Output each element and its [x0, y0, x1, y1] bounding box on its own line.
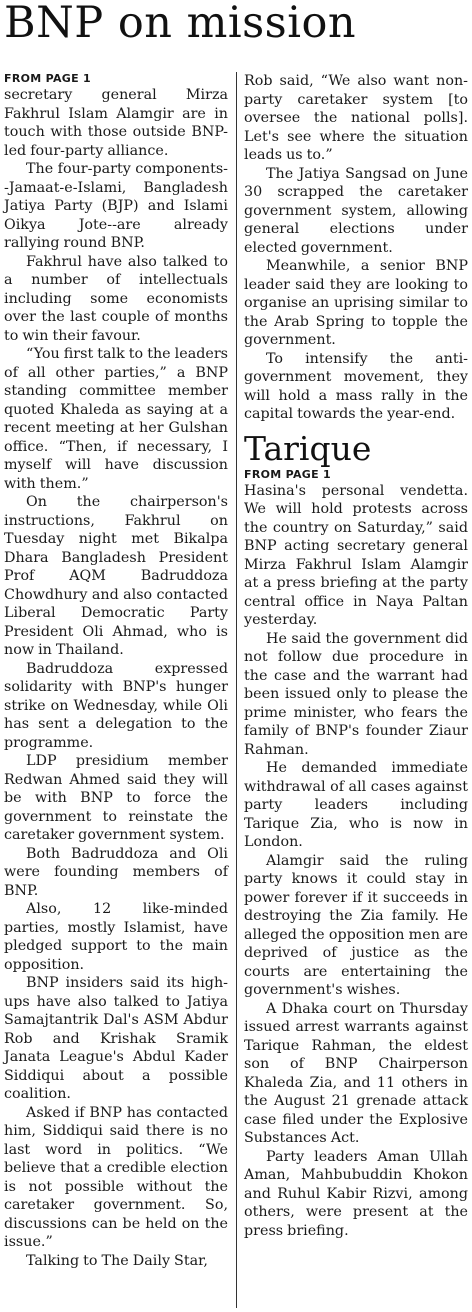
paragraph: LDP presidium member Redwan Ahmed said they will be with BNP to force the government to reinstate the caretaker government system.	[4, 753, 228, 843]
paragraph: Meanwhile, a senior BNP leader said they are looking to organise an uprising similar to the Arab Spring to topple the government.	[244, 258, 468, 348]
paragraph: BNP insiders said its high-ups have also talked to Jatiya Samajtantrik Dal's ASM Abdur Rob and Krishak Sramik Janata League's Abdul Kader Siddiqui about a possible coalition.	[4, 975, 228, 1102]
paragraph: Asked if BNP has contacted him, Siddiqui said there is no last word in politics. “We believe that a credible election is not possible without the caretaker government. So, discussions can be held on the issue.”	[4, 1104, 228, 1250]
kicker-from-page-1: FROM PAGE 1	[244, 467, 332, 481]
paragraph: Fakhrul have also talked to a number of intellectuals including some economists over the last couple of months to win their favour.	[4, 253, 228, 344]
subhead-tarique: Tarique	[244, 428, 372, 468]
paragraph: He said the government did not follow due procedure in the case and the warrant had been issued only to please the prime minister, who fears the family of BNP's founder Ziaur Rahman.	[244, 630, 468, 758]
paragraph: Also, 12 like-minded parties, mostly Islamist, have pledged support to the main opposition.	[4, 901, 228, 973]
paragraph: Badruddoza expressed solidarity with BNP's hunger strike on Wednesday, while Oli has sent a delegation to the programme.	[4, 660, 228, 751]
kicker-from-page-1: FROM PAGE 1	[4, 72, 92, 85]
paragraph: Talking to The Daily Star,	[26, 1252, 208, 1269]
paragraph: Alamgir said the ruling party knows it could stay in power forever if it succeeds in destroying the Zia family. He alleged the opposition men are deprived of justice as the courts are entertaining the government's wishes.	[244, 852, 468, 998]
column-divider	[236, 72, 237, 1308]
paragraph: “You first talk to the leaders of all other parties,” a BNP standing committee member quoted Khaleda as saying at a recent meeting at her Gulshan office. “Then, if necessary, I myself will have discussion with them.”	[4, 346, 229, 492]
paragraph: On the chairperson's instructions, Fakhrul on Tuesday night met Bikalpa Dhara Bangladesh President Prof AQM Badruddoza Chowdhury and also contacted Liberal Democratic Party President Oli Ahmad, who is now in Thailand.	[4, 494, 228, 658]
headline: BNP on mission	[4, 0, 357, 48]
paragraph: He demanded immediate withdrawal of all cases against party leaders including Tarique Zia, who is now in London.	[244, 760, 468, 850]
paragraph: Hasina's personal vendetta. We will hold protests across the country on Saturday,” said BNP acting secretary general Mirza Fakhrul Islam Alamgir at a press briefing at the party central office in Naya Paltan yesterday.	[244, 482, 468, 628]
right-column	[244, 72, 468, 1240]
paragraph: The four-party components--Jamaat-e-Islami, Bangladesh Jatiya Party (BJP) and Islami Oikya Jote--are already rallying round BNP.	[4, 161, 228, 251]
paragraph: The Jatiya Sangsad on June 30 scrapped the caretaker government system, allowing general elections under elected government.	[244, 165, 468, 256]
paragraph: secretary general Mirza Fakhrul Islam Alamgir are in touch with those outside BNP-led four-party alliance.	[4, 87, 228, 159]
paragraph: Party leaders Aman Ullah Aman, Mahbubuddin Khokon and Ruhul Kabir Rizvi, among others, were present at the press briefing.	[244, 1148, 468, 1239]
left-column	[4, 72, 228, 1270]
paragraph: Both Badruddoza and Oli were founding members of BNP.	[4, 845, 228, 899]
paragraph: Rob said, “We also want non-party caretaker system [to oversee the national polls]. Let's see where the situation leads us to.”	[244, 73, 468, 163]
paragraph: To intensify the anti-government movement, they will hold a mass rally in the capital towards the year-end.	[244, 350, 468, 422]
paragraph: A Dhaka court on Thursday issued arrest warrants against Tarique Rahman, the eldest son of BNP Chairperson Khaleda Zia, and 11 others in the August 21 grenade attack case filed under the Explosive Substances Act.	[244, 1000, 468, 1146]
